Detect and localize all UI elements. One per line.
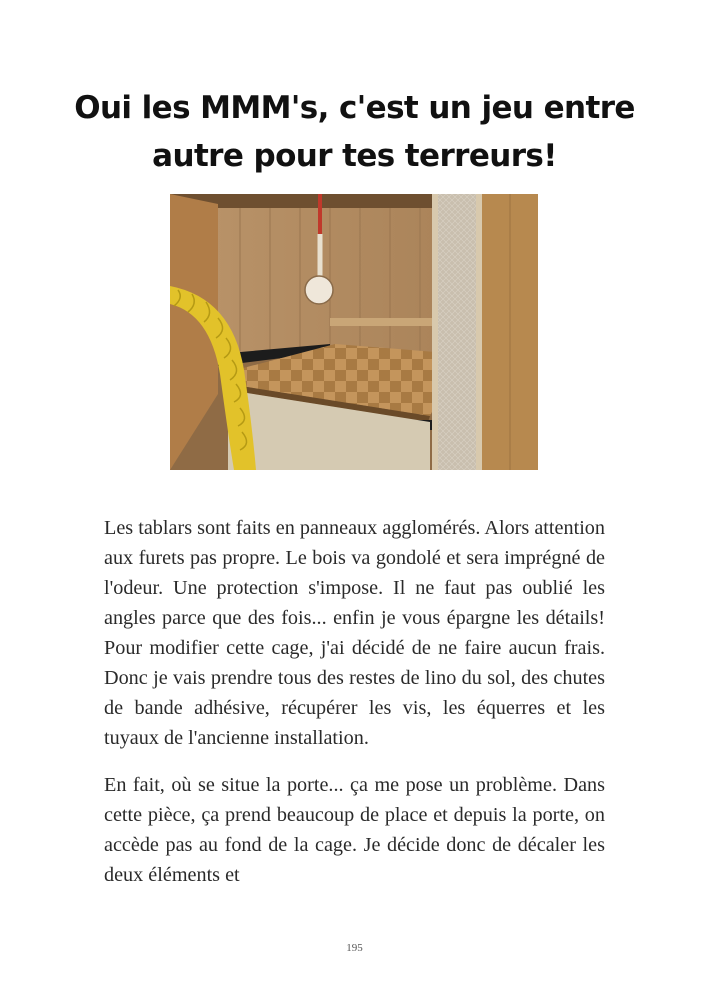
ferret-cage-photo	[170, 194, 538, 470]
page-title: Oui les MMM's, c'est un jeu entre autre pour tes terreurs!	[74, 90, 635, 174]
body-text	[104, 513, 605, 907]
paragraph-1: Les tablars sont faits en panneaux aggloméré​s. Alors attention aux furets pas propre. Le bois va gondolé et sera imprégné de l'odeur. Une protection s'impose. Il ne faut pas oublié les angles parce que des fois... enfin je vous épargne les détails! Pour modifier cette cage, j'ai décidé de ne faire aucun frais. Donc je vais prendre tous des restes de lino du sol, des chutes de bande adhésive, récupérer les vis, les équerres et les tuyaux de l'ancienne installation.	[104, 517, 605, 749]
page-number: 195	[346, 942, 363, 954]
paragraph-2: En fait, où se situe la porte... ça me pose un problème. Dans cette pièce, ça prend beaucoup de place et depuis la porte, on accède pas au fond de la cage. Je décide donc de décaler les deux éléments et	[104, 774, 605, 886]
